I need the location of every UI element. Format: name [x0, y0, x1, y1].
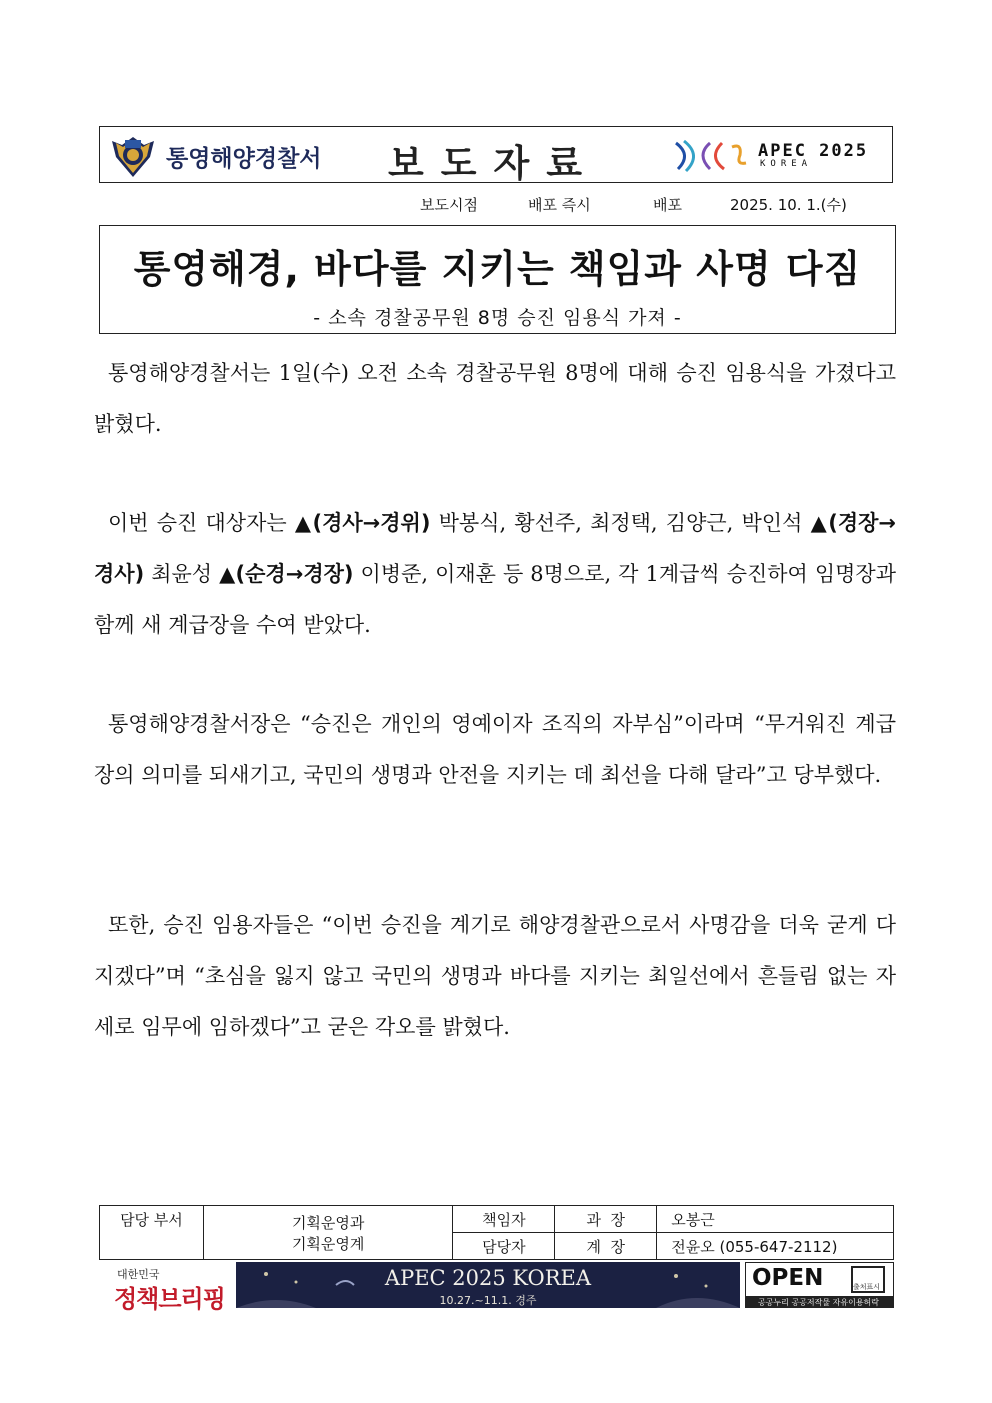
responsible-title: 과 장 — [555, 1206, 657, 1233]
headline: 통영해경, 바다를 지키는 책임과 사명 다짐 — [133, 247, 862, 291]
staff-title: 계 장 — [555, 1233, 657, 1260]
paragraph-2-intro: 이번 승진 대상자는 — [108, 511, 295, 535]
staff-name: 전윤오 (055-647-2112) — [657, 1233, 894, 1260]
dept-label: 담당 부서 — [100, 1206, 204, 1260]
apec-title: APEC 2025 — [758, 141, 869, 161]
banner-title: APEC 2025 KOREA — [384, 1266, 592, 1290]
promotee-names-2: 최윤성 — [144, 562, 220, 586]
dept-names — [203, 1206, 453, 1260]
open-label: OPEN — [752, 1265, 824, 1291]
release-time-label: 보도시점 — [420, 196, 478, 214]
paragraph-3: 통영해양경찰서장은 “승진은 개인의 영예이자 조직의 자부심”이라며 “무거워진 계급장의 의미를 되새기고, 국민의 생명과 안전을 지키는 데 최선을 다해 달라”고 당부했다. — [94, 712, 896, 787]
attribution-label: 출처표시 — [853, 1283, 881, 1291]
dept-1: 기획운영과 — [291, 1213, 365, 1232]
promotee-names-1: 박봉식, 황선주, 최정택, 김양근, 박인석 — [430, 511, 811, 535]
dept-2: 기획운영계 — [291, 1234, 365, 1253]
policy-briefing-logo[interactable]: 정책브리핑 — [114, 1285, 225, 1313]
release-type-title: 보도자료 — [388, 142, 599, 185]
paragraph-1: 통영해양경찰서는 1일(수) 오전 소속 경찰공무원 8명에 대해 승진 임용식을 가졌다고 밝혔다. — [94, 361, 896, 436]
rank-change-2: ▲(경장→경사) — [94, 511, 896, 586]
paragraph-4: 또한, 승진 임용자들은 “이번 승진을 계기로 해양경찰관으로서 사명감을 더욱 굳게 다지겠다”며 “초심을 잃지 않고 국민의 생명과 바다를 지키는 최일선에서 흔들림 없는 자세로 임무에 임하겠다”고 굳은 각오를 밝혔다. — [94, 913, 896, 1039]
coast-guard-emblem-icon — [110, 133, 156, 179]
paragraph-2 — [94, 498, 896, 651]
staff-label: 담당자 — [453, 1233, 555, 1260]
org-name: 통영해양경찰서 — [166, 146, 322, 172]
paragraph-2-rest: 이병준, 이재훈 등 8명으로, 각 1계급씩 승진하여 임명장과 함께 새 계급장을 수여 받았다. — [94, 562, 896, 637]
apec-subtitle: KOREA — [760, 159, 813, 169]
release-date-value: 2025. 10. 1.(수) — [730, 196, 847, 214]
rank-change-1: ▲(경사→경위) — [294, 511, 431, 535]
banner-subtitle: 10.27.~11.1. 경주 — [439, 1294, 537, 1307]
subheadline: - 소속 경찰공무원 8명 승진 임용식 가져 - — [313, 307, 682, 329]
responsible-label: 책임자 — [453, 1206, 555, 1233]
release-date-label: 배포 — [653, 196, 682, 214]
contact-table — [99, 1205, 894, 1260]
release-time-value: 배포 즉시 — [528, 196, 591, 214]
policy-briefing-small: 대한민국 — [117, 1268, 160, 1281]
responsible-name: 오봉근 — [657, 1206, 894, 1233]
rank-change-3: ▲(순경→경장) — [219, 562, 354, 586]
open-footer-text: 공공누리 공공저작물 자유이용허락 — [758, 1298, 880, 1307]
